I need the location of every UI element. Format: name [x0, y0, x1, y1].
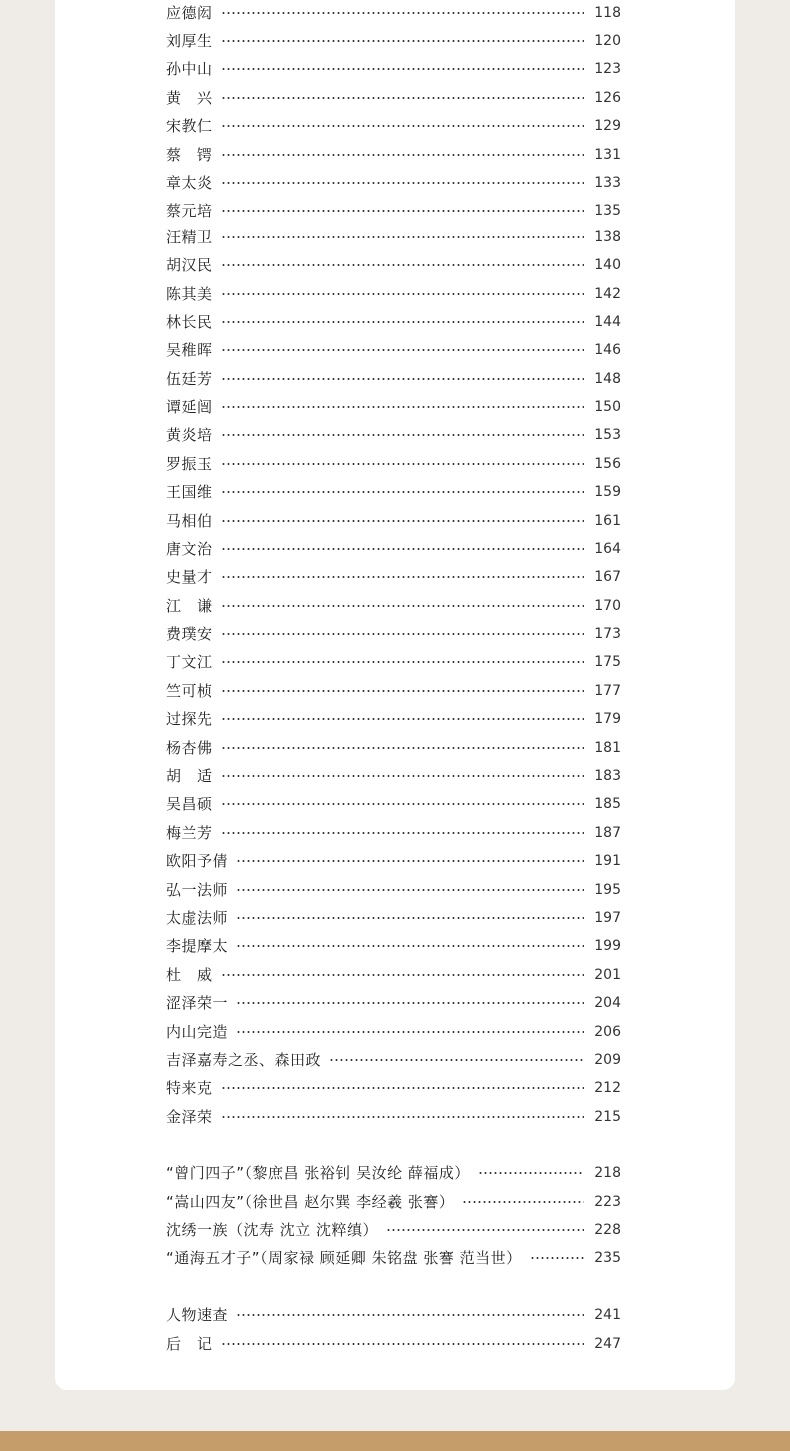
toc-entry-title: 马相伯 [166, 512, 213, 530]
toc-entry-page-number: 135 [594, 203, 621, 219]
toc-entry-title: “嵩山四友”（徐世昌 赵尔巽 李经羲 张謇） [166, 1193, 455, 1211]
toc-entry[interactable] [166, 1077, 621, 1099]
toc-entry[interactable] [166, 1304, 621, 1326]
toc-entry-title: 林长民 [166, 313, 213, 331]
toc-entry-title: 梅兰芳 [166, 824, 213, 842]
toc-entry[interactable] [166, 1219, 621, 1241]
dot-leader [221, 378, 584, 380]
toc-entry[interactable] [166, 481, 621, 503]
dot-leader [221, 321, 584, 323]
toc-entry[interactable] [166, 30, 621, 52]
toc-entry-title: 刘厚生 [166, 32, 213, 50]
toc-entry[interactable] [166, 765, 621, 787]
toc-entry[interactable] [166, 1333, 621, 1355]
toc-entry-title: 王国维 [166, 483, 213, 501]
dot-leader [221, 491, 584, 493]
dot-leader [221, 434, 584, 436]
toc-entry-page-number: 126 [594, 90, 621, 106]
toc-entry[interactable] [166, 453, 621, 475]
dot-leader [221, 154, 584, 156]
dot-leader [221, 832, 584, 834]
toc-entry-title: 吴昌硕 [166, 795, 213, 813]
toc-entry[interactable] [166, 1049, 621, 1071]
toc-entry[interactable] [166, 87, 621, 109]
toc-entry-page-number: 197 [594, 910, 621, 926]
toc-entry-title: 竺可桢 [166, 682, 213, 700]
toc-entry-page-number: 153 [594, 427, 621, 443]
toc-entry-title: “曾门四子”（黎庶昌 张裕钊 吴汝纶 薛福成） [166, 1164, 470, 1182]
toc-entry-page-number: 209 [594, 1052, 621, 1068]
toc-entry[interactable] [166, 172, 621, 194]
toc-entry-page-number: 148 [594, 371, 621, 387]
toc-entry-page-number: 223 [594, 1194, 621, 1210]
toc-entry[interactable] [166, 311, 621, 333]
toc-entry[interactable] [166, 424, 621, 446]
dot-leader [236, 917, 584, 919]
dot-leader [221, 1087, 584, 1089]
toc-entry-title: 过探先 [166, 710, 213, 728]
toc-entry-page-number: 206 [594, 1024, 621, 1040]
dot-leader [221, 775, 584, 777]
dot-leader [221, 1343, 584, 1345]
toc-entry-title: 宋教仁 [166, 117, 213, 135]
toc-entry-title: 史量才 [166, 568, 213, 586]
toc-entry-page-number: 241 [594, 1307, 621, 1323]
toc-entry-title: 涩泽荣一 [166, 994, 229, 1012]
dot-leader [236, 860, 584, 862]
toc-entry-title: 陈其美 [166, 285, 213, 303]
toc-entry-page-number: 170 [594, 598, 621, 614]
dot-leader [221, 605, 584, 607]
toc-entry-title: 杨杏佛 [166, 739, 213, 757]
toc-entry[interactable] [166, 651, 621, 673]
toc-entry-title: 胡 适 [166, 767, 213, 785]
toc-entry-title: 金泽荣 [166, 1108, 213, 1126]
toc-entry-title: 沈绣一族（沈寿 沈立 沈粹缜） [166, 1221, 379, 1239]
toc-entry[interactable] [166, 1247, 621, 1269]
dot-leader [236, 945, 584, 947]
toc-entry[interactable] [166, 935, 621, 957]
bottom-band [0, 1431, 790, 1451]
toc-entry-page-number: 120 [594, 33, 621, 49]
toc-entry-title: 内山完造 [166, 1023, 229, 1041]
dot-leader [221, 974, 584, 976]
toc-entry-title: 章太炎 [166, 174, 213, 192]
toc-entry[interactable] [166, 879, 621, 901]
toc-entry-title: 蔡 锷 [166, 146, 213, 164]
toc-entry[interactable] [166, 396, 621, 418]
toc-entry-title: 蔡元培 [166, 202, 213, 220]
toc-entry[interactable] [166, 339, 621, 361]
toc-entry-page-number: 235 [594, 1250, 621, 1266]
toc-entry-title: 李提摩太 [166, 937, 229, 955]
dot-leader [221, 1116, 584, 1118]
toc-entry-title: 吉泽嘉寿之丞、森田政 [166, 1051, 322, 1069]
toc-entry-page-number: 129 [594, 118, 621, 134]
toc-entry-page-number: 177 [594, 683, 621, 699]
dot-leader [236, 1031, 584, 1033]
dot-leader [329, 1059, 584, 1061]
toc-entry-title: 汪精卫 [166, 228, 213, 246]
toc-entry-page-number: 247 [594, 1336, 621, 1352]
dot-leader [221, 236, 584, 238]
dot-leader [236, 889, 584, 891]
toc-entry[interactable] [166, 1162, 621, 1184]
dot-leader [221, 12, 584, 14]
toc-entry-page-number: 123 [594, 61, 621, 77]
toc-entry-title: 人物速查 [166, 1306, 229, 1324]
toc-entry-page-number: 181 [594, 740, 621, 756]
toc-entry-title: 罗振玉 [166, 455, 213, 473]
dot-leader [221, 747, 584, 749]
toc-entry-page-number: 183 [594, 768, 621, 784]
toc-entry-page-number: 161 [594, 513, 621, 529]
toc-entry-title: 弘一法师 [166, 881, 229, 899]
dot-leader [221, 576, 584, 578]
dot-leader [221, 803, 584, 805]
toc-entry[interactable] [166, 226, 621, 248]
toc-entry-title: 后 记 [166, 1335, 213, 1353]
toc-entry-page-number: 140 [594, 257, 621, 273]
dot-leader [221, 182, 584, 184]
dot-leader [221, 520, 584, 522]
dot-leader [221, 718, 584, 720]
toc-entry-title: 江 谦 [166, 597, 213, 615]
toc-entry[interactable] [166, 708, 621, 730]
toc-entry[interactable] [166, 58, 621, 80]
toc-entry[interactable] [166, 368, 621, 390]
dot-leader [221, 349, 584, 351]
toc-entry-page-number: 167 [594, 569, 621, 585]
toc-entry-page-number: 118 [594, 5, 621, 21]
toc-entry-title: 太虚法师 [166, 909, 229, 927]
dot-leader [221, 264, 584, 266]
toc-entry-title: 胡汉民 [166, 256, 213, 274]
dot-leader [221, 548, 584, 550]
toc-entry-page-number: 191 [594, 853, 621, 869]
toc-entry[interactable] [166, 850, 621, 872]
dot-leader [221, 661, 584, 663]
dot-leader [221, 97, 584, 99]
toc-entry[interactable] [166, 510, 621, 532]
dot-leader [221, 690, 584, 692]
toc-entry-page-number: 144 [594, 314, 621, 330]
toc-entry-page-number: 175 [594, 654, 621, 670]
toc-entry-title: 孙中山 [166, 60, 213, 78]
toc-entry-page-number: 156 [594, 456, 621, 472]
toc-entry[interactable] [166, 907, 621, 929]
dot-leader [221, 463, 584, 465]
toc-entry-title: 杜 威 [166, 966, 213, 984]
toc-entry-page-number: 204 [594, 995, 621, 1011]
toc-entry[interactable] [166, 1021, 621, 1043]
toc-entry-title: 丁文江 [166, 653, 213, 671]
toc-entry-page-number: 173 [594, 626, 621, 642]
toc-entry-title: 谭延闿 [166, 398, 213, 416]
toc-entry-page-number: 212 [594, 1080, 621, 1096]
toc-entry-page-number: 218 [594, 1165, 621, 1181]
toc-entry-page-number: 228 [594, 1222, 621, 1238]
dot-leader [221, 633, 584, 635]
toc-entry-page-number: 150 [594, 399, 621, 415]
toc-entry-title: 欧阳予倩 [166, 852, 229, 870]
dot-leader [530, 1257, 584, 1259]
dot-leader [236, 1002, 584, 1004]
toc-entry[interactable] [166, 595, 621, 617]
toc-entry[interactable] [166, 115, 621, 137]
toc-entry[interactable] [166, 737, 621, 759]
toc-entry-title: “通海五才子”（周家禄 顾延卿 朱铭盘 张謇 范当世） [166, 1249, 522, 1267]
toc-entry[interactable] [166, 144, 621, 166]
dot-leader [236, 1314, 584, 1316]
dot-leader [221, 293, 584, 295]
dot-leader [462, 1201, 584, 1203]
toc-entry-title: 伍廷芳 [166, 370, 213, 388]
toc-entry-title: 黄炎培 [166, 426, 213, 444]
toc-entry-page-number: 199 [594, 938, 621, 954]
toc-entry-page-number: 138 [594, 229, 621, 245]
toc-entry[interactable] [166, 623, 621, 645]
toc-entry-page-number: 146 [594, 342, 621, 358]
toc-entry-title: 唐文治 [166, 540, 213, 558]
toc-entry[interactable] [166, 538, 621, 560]
dot-leader [221, 210, 584, 212]
dot-leader [221, 40, 584, 42]
toc-entry-page-number: 164 [594, 541, 621, 557]
toc-entry[interactable] [166, 254, 621, 276]
toc-entry-title: 吴稚晖 [166, 341, 213, 359]
toc-entry[interactable] [166, 680, 621, 702]
toc-entry-page-number: 201 [594, 967, 621, 983]
toc-entry[interactable] [166, 822, 621, 844]
dot-leader [221, 68, 584, 70]
toc-entry-page-number: 131 [594, 147, 621, 163]
dot-leader [478, 1172, 584, 1174]
toc-entry[interactable] [166, 1106, 621, 1128]
dot-leader [386, 1229, 584, 1231]
toc-entry-title: 应德闳 [166, 4, 213, 22]
toc-entry-page-number: 215 [594, 1109, 621, 1125]
toc-entry-title: 特来克 [166, 1079, 213, 1097]
toc-entry-page-number: 159 [594, 484, 621, 500]
toc-entry[interactable] [166, 964, 621, 986]
toc-entry[interactable] [166, 1191, 621, 1213]
toc-entry[interactable] [166, 283, 621, 305]
toc-entry-page-number: 195 [594, 882, 621, 898]
toc-entry[interactable] [166, 793, 621, 815]
toc-entry-page-number: 185 [594, 796, 621, 812]
toc-entry-title: 费璞安 [166, 625, 213, 643]
dot-leader [221, 406, 584, 408]
toc-entry[interactable] [166, 2, 621, 24]
toc-entry-page-number: 142 [594, 286, 621, 302]
toc-entry-title: 黄 兴 [166, 89, 213, 107]
toc-entry[interactable] [166, 992, 621, 1014]
toc-entry-page-number: 133 [594, 175, 621, 191]
toc-entry-page-number: 187 [594, 825, 621, 841]
toc-entry-page-number: 179 [594, 711, 621, 727]
dot-leader [221, 125, 584, 127]
toc-entry[interactable] [166, 566, 621, 588]
toc-entry[interactable] [166, 200, 621, 222]
